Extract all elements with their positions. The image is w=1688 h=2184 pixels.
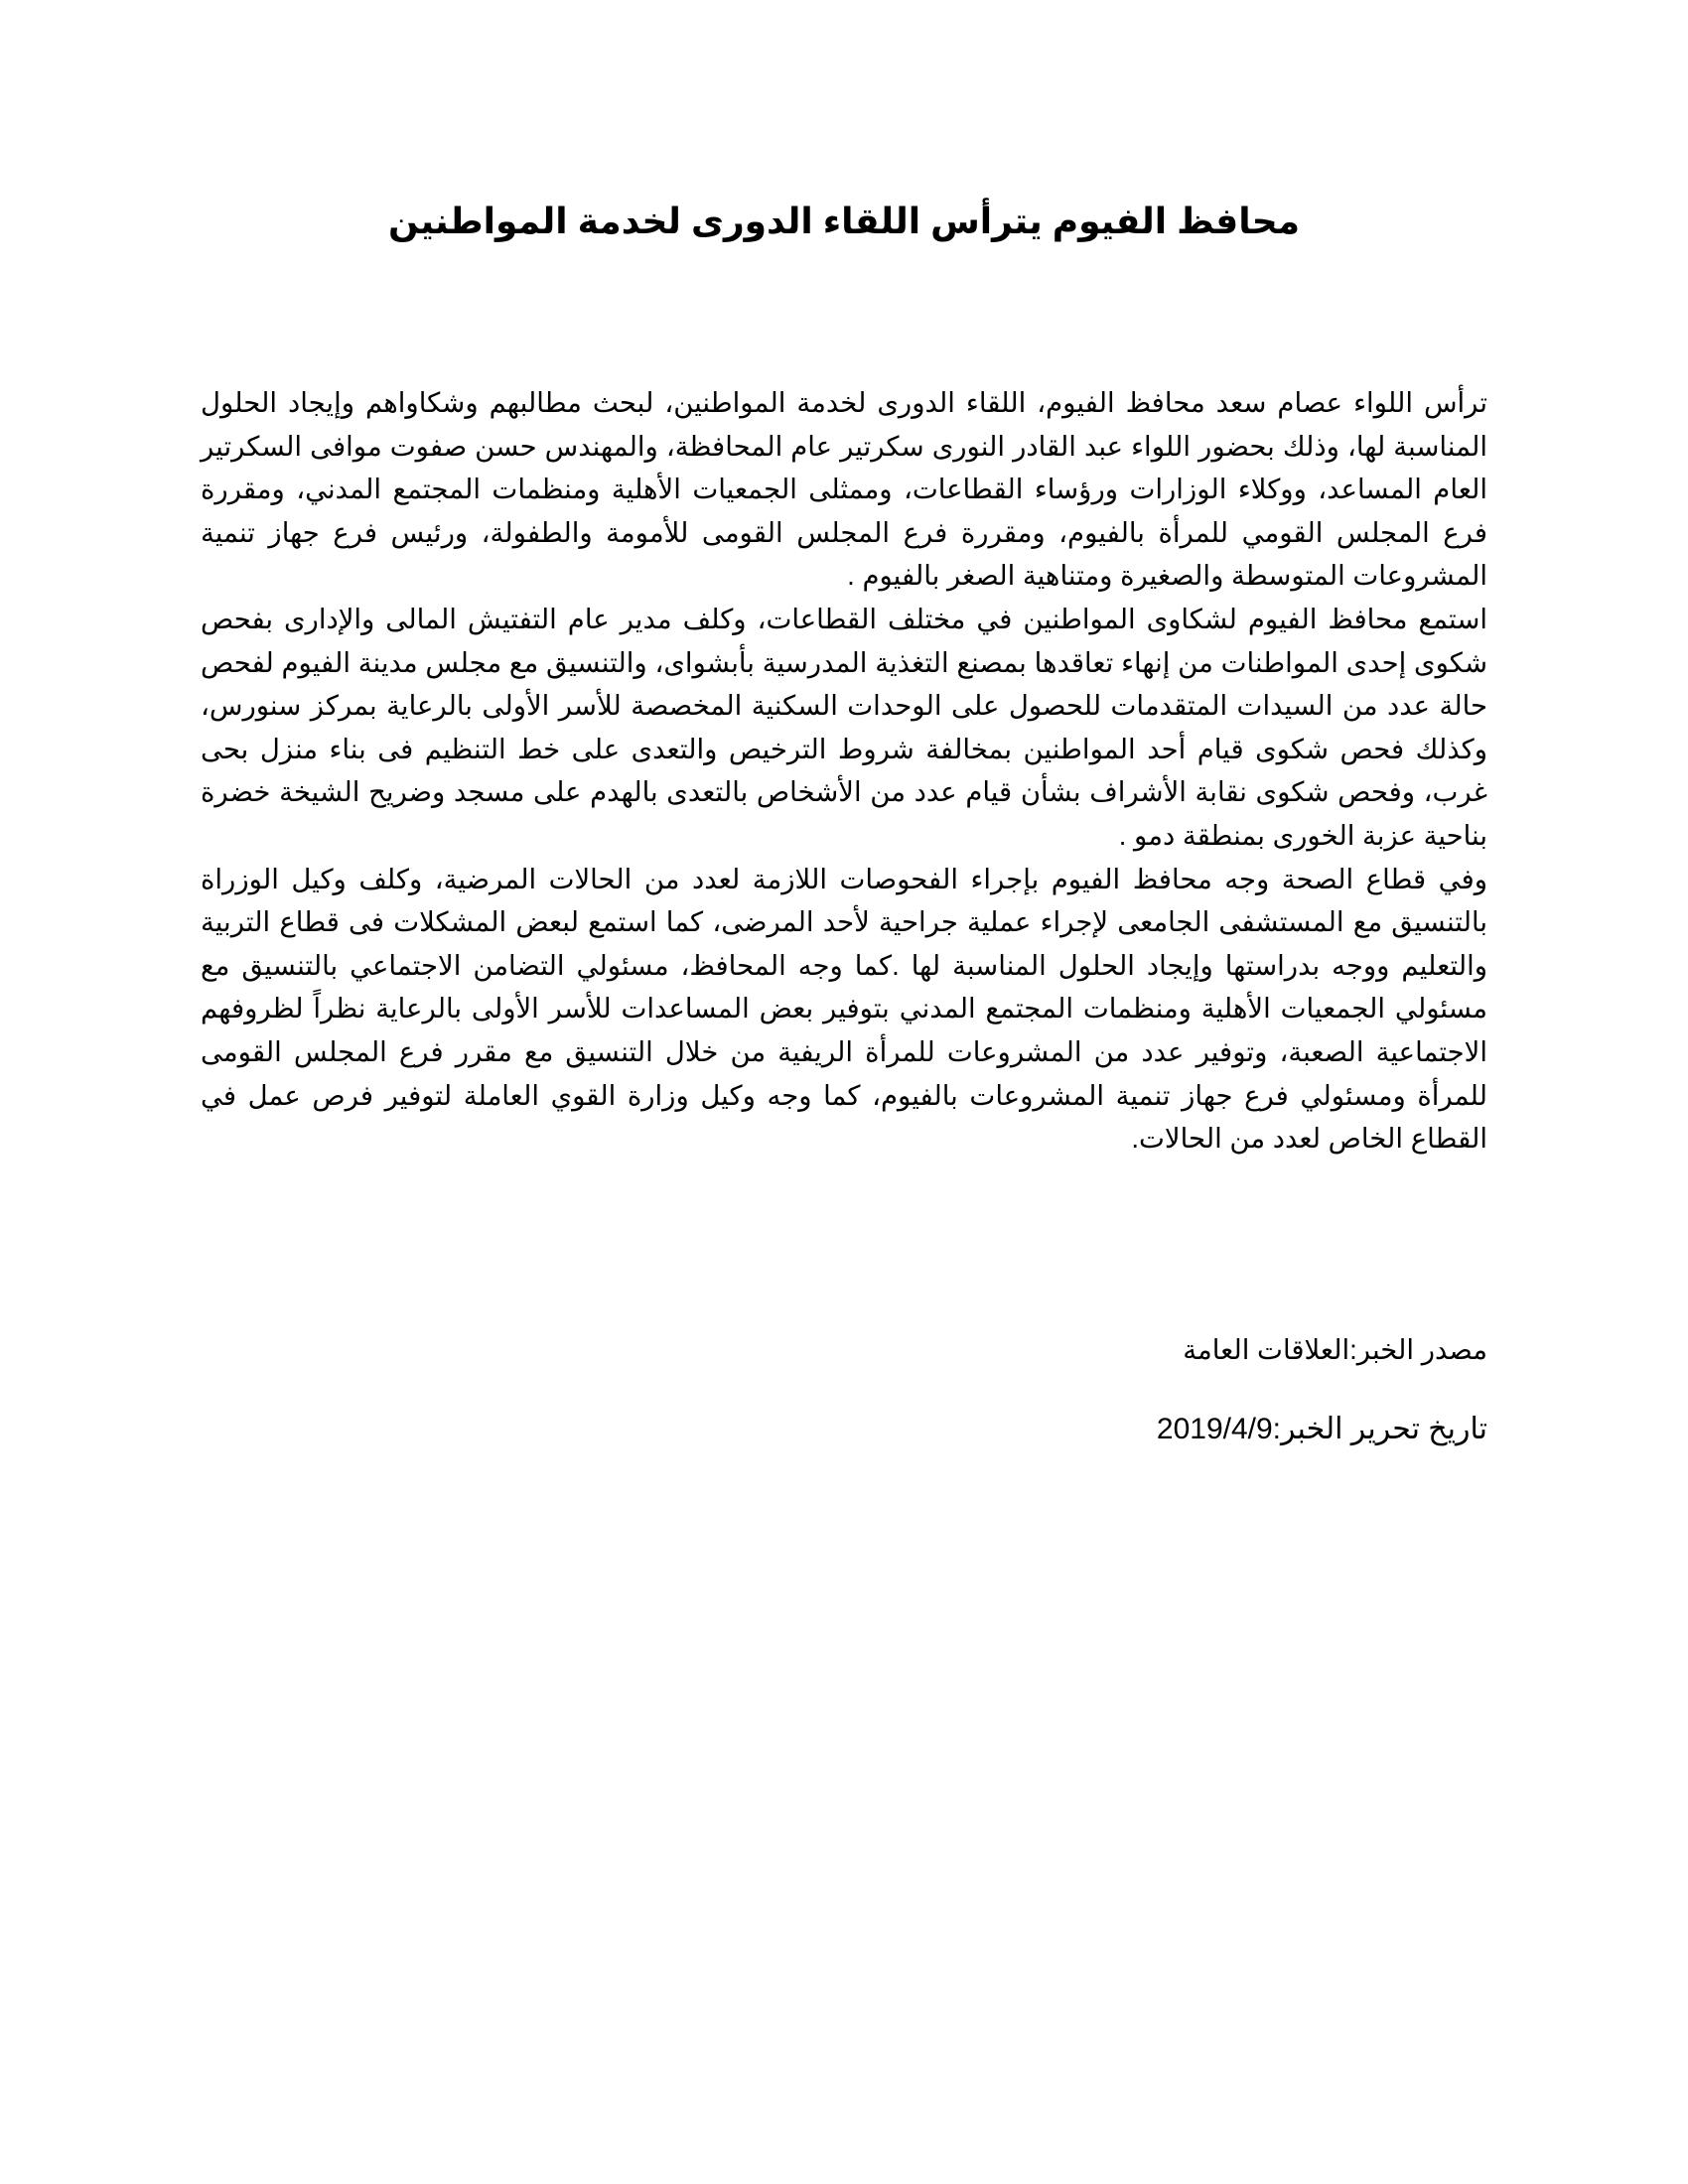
article-paragraph-3: وفي قطاع الصحة وجه محافظ الفيوم بإجراء الفحوصات اللازمة لعدد من الحالات المرضية، وكلف وكيل الوزراة بالتنسيق مع المستشفى الجامعى لإجراء عملية جراحية لأحد المرضى، كما استمع لبعض المشكلات فى قطاع التربية والتعليم ووجه بدراستها وإيجاد الحلول المناسبة لها .كما وجه المحافظ، مسئولي التضامن الاجتماعي بالتنسيق مع مسئولي الجمعيات الأهلية ومنظمات المجتمع المدني بتوفير بعض المساعدات للأسر الأولى بالرعاية نظراً لظروفهم الاجتماعية الصعبة، وتوفير عدد من المشروعات للمرأة الريفية من خلال التنسيق مع مقرر فرع المجلس القومى للمرأة ومسئولي فرع جهاز تنمية المشروعات بالفيوم، كما وجه وكيل وزارة القوي العاملة لتوفير فرص عمل في القطاع الخاص لعدد من الحالات.: [201, 863, 1487, 1155]
news-date-label: تاريخ تحرير الخبر:: [1272, 1413, 1487, 1445]
article-paragraph-2: استمع محافظ الفيوم لشكاوى المواطنين في مختلف القطاعات، وكلف مدير عام التفتيش المالى والإدارى بفحص شكوى إحدى المواطنات من إنهاء تعاقدها بمصنع التغذية المدرسية بأبشواى، والتنسيق مع مجلس مدينة الفيوم لفحص حالة عدد من السيدات المتقدمات للحصول على الوحدات السكنية المخصصة للأسر الأولى بالرعاية بمركز سنورس، وكذلك فحص شكوى قيام أحد المواطنين بمخالفة شروط الترخيص والتعدى على خط التنظيم فى بناء منزل بحى غرب، وفحص شكوى نقابة الأشراف بشأن قيام عدد من الأشخاص بالتعدى بالهدم على مسجد وضريح الشيخة خضرة بناحية عزبة الخورى بمنطقة دمو .: [201, 603, 1487, 851]
news-source-label: مصدر الخبر:: [1349, 1334, 1487, 1365]
news-date-line: [201, 1410, 1487, 1449]
article-body: [201, 381, 1487, 1160]
news-source-line: [201, 1330, 1487, 1370]
news-date-value: 2019/4/9: [1156, 1413, 1273, 1445]
article-title: محافظ الفيوم يترأس اللقاء الدورى لخدمة المواطنين: [387, 201, 1301, 241]
article-paragraph-1: ترأس اللواء عصام سعد محافظ الفيوم، اللقاء الدورى لخدمة المواطنين، لبحث مطالبهم وشكاواهم وإيجاد الحلول المناسبة لها، وذلك بحضور اللواء عبد القادر النورى سكرتير عام المحافظة، والمهندس حسن صفوت موافى السكرتير العام المساعد، ووكلاء الوزارات ورؤساء القطاعات، وممثلى الجمعيات الأهلية ومنظمات المجتمع المدني، ومقررة فرع المجلس القومي للمرأة بالفيوم، ومقررة فرع المجلس القومى للأمومة والطفولة، ورئيس فرع جهاز تنمية المشروعات المتوسطة والصغيرة ومتناهية الصغر بالفيوم .: [201, 387, 1487, 592]
news-source-value: العلاقات العامة: [1183, 1334, 1350, 1365]
